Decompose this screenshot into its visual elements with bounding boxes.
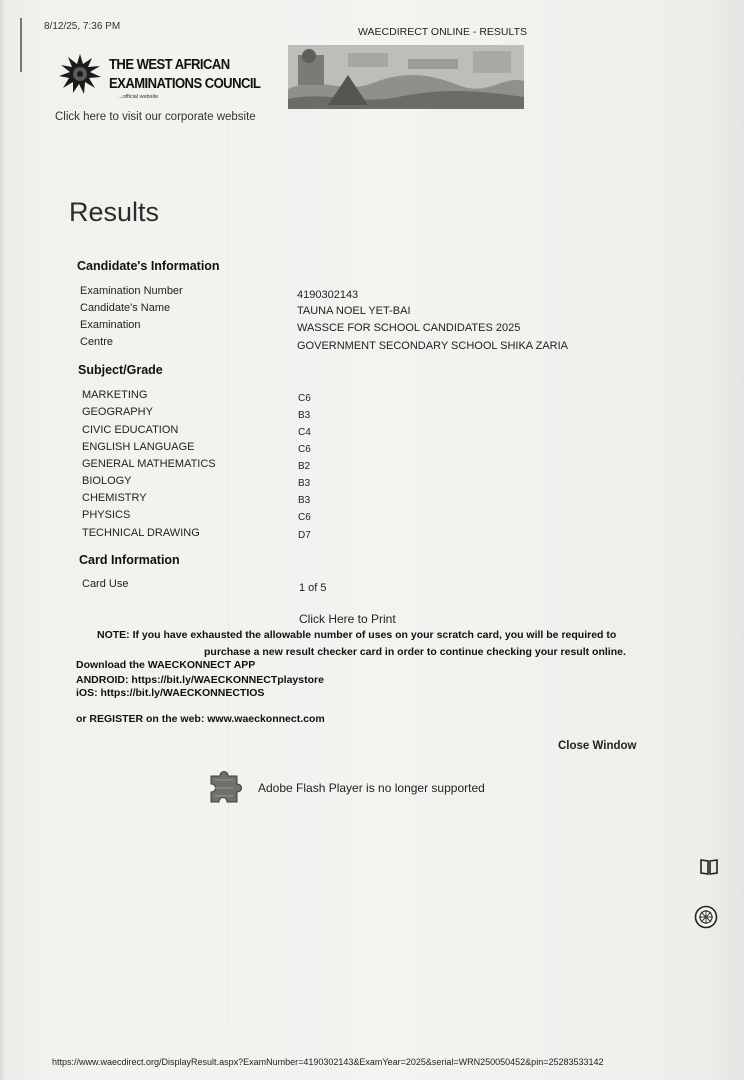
subject-grade: D7 bbox=[298, 530, 311, 541]
card-use-value: 1 of 5 bbox=[299, 582, 327, 594]
subject-grade: B3 bbox=[298, 410, 311, 421]
print-page-title: WAECDIRECT ONLINE - RESULTS bbox=[358, 26, 527, 38]
note-line1: NOTE: If you have exhausted the allowable number of uses on your scratch card, you will be required to bbox=[97, 629, 617, 641]
ios-link[interactable]: iOS: https://bit.ly/WAECKONNECTIOS bbox=[76, 687, 265, 699]
org-name-line1: THE WEST AFRICAN bbox=[109, 57, 230, 73]
examination-value: WASSCE FOR SCHOOL CANDIDATES 2025 bbox=[297, 322, 521, 334]
card-use-label: Card Use bbox=[82, 578, 129, 590]
candidate-name-value: TAUNA NOEL YET-BAI bbox=[297, 305, 411, 317]
header-banner-image bbox=[288, 45, 524, 109]
subject-name: GENERAL MATHEMATICS bbox=[82, 458, 216, 470]
subject-name: MARKETING bbox=[82, 389, 148, 401]
puzzle-plugin-icon bbox=[205, 766, 247, 806]
exam-number-value: 4190302143 bbox=[297, 289, 359, 301]
note-line2: purchase a new result checker card in order to continue checking your result online. bbox=[204, 646, 626, 658]
subject-name: TECHNICAL DRAWING bbox=[82, 527, 200, 539]
print-link[interactable]: Click Here to Print bbox=[299, 612, 396, 626]
org-tagline: ...official website bbox=[118, 94, 159, 100]
subject-name: GEOGRAPHY bbox=[82, 406, 153, 418]
subject-name: CIVIC EDUCATION bbox=[82, 424, 179, 436]
app-download-text: Download the WAECKONNECT APP bbox=[76, 659, 256, 671]
android-link[interactable]: ANDROID: https://bit.ly/WAECKONNECTplaystore bbox=[76, 674, 324, 686]
exam-number-label: Examination Number bbox=[80, 285, 183, 297]
subject-grade-heading: Subject/Grade bbox=[78, 363, 163, 377]
subject-grade: C6 bbox=[298, 444, 311, 455]
ring-badge-icon[interactable] bbox=[694, 905, 718, 929]
subject-name: PHYSICS bbox=[82, 509, 131, 521]
page-fold bbox=[228, 120, 229, 1020]
subject-grade: C6 bbox=[298, 393, 311, 404]
book-icon[interactable] bbox=[699, 858, 719, 876]
subject-name: ENGLISH LANGUAGE bbox=[82, 441, 195, 453]
subject-name: BIOLOGY bbox=[82, 475, 132, 487]
centre-value: GOVERNMENT SECONDARY SCHOOL SHIKA ZARIA bbox=[297, 340, 568, 352]
subject-name: CHEMISTRY bbox=[82, 492, 147, 504]
candidate-name-label: Candidate's Name bbox=[80, 302, 171, 314]
waec-logo-icon[interactable] bbox=[58, 53, 102, 95]
flash-unsupported-message: Adobe Flash Player is no longer supported bbox=[258, 781, 485, 795]
close-window-button[interactable]: Close Window bbox=[558, 740, 637, 752]
subject-grade: B3 bbox=[298, 495, 311, 506]
print-datetime: 8/12/25, 7:36 PM bbox=[44, 21, 121, 32]
footer-page-url: https://www.waecdirect.org/DisplayResult.aspx?ExamNumber=4190302143&ExamYear=2025&serial=WRN250050452&pin=25283533142 bbox=[52, 1057, 604, 1067]
card-info-heading: Card Information bbox=[79, 553, 180, 567]
register-web-link[interactable]: or REGISTER on the web: www.waeckonnect.com bbox=[76, 713, 325, 725]
examination-label: Examination bbox=[80, 319, 141, 331]
subject-grade: C4 bbox=[298, 427, 311, 438]
page-title: Results bbox=[69, 197, 160, 227]
centre-label: Centre bbox=[80, 336, 114, 348]
org-name-line2: EXAMINATIONS COUNCIL bbox=[109, 76, 261, 92]
binder-mark bbox=[20, 18, 22, 72]
subject-grade: B3 bbox=[298, 478, 311, 489]
candidate-info-heading: Candidate's Information bbox=[77, 259, 220, 273]
corporate-website-link[interactable]: Click here to visit our corporate website bbox=[55, 111, 256, 123]
subject-grade: C6 bbox=[298, 512, 311, 523]
subject-grade: B2 bbox=[298, 461, 311, 472]
